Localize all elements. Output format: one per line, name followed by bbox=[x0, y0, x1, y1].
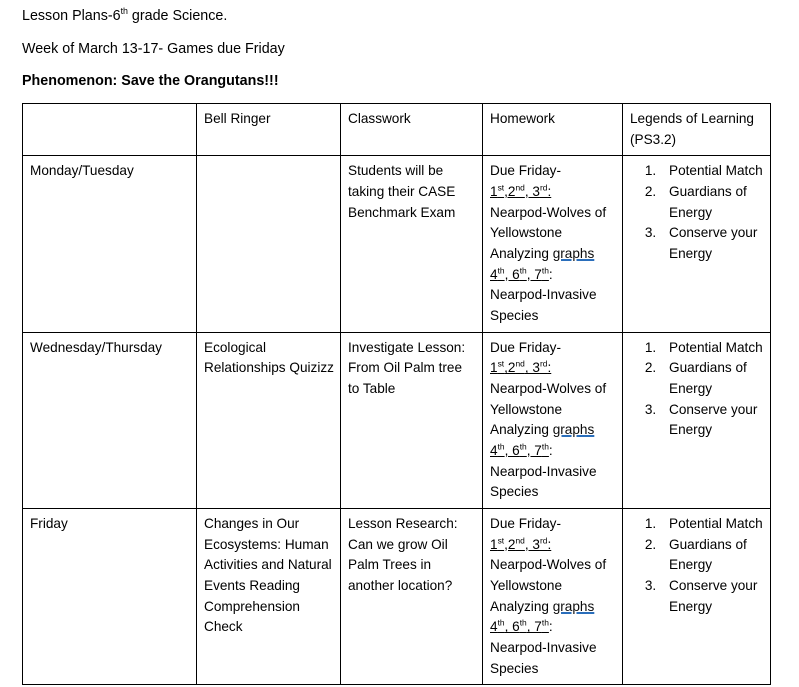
list-item[interactable]: 2. Guardians of Energy bbox=[660, 358, 764, 399]
period-group-1-colon: : bbox=[547, 360, 552, 376]
document-header bbox=[0, 0, 799, 92]
period-1-sup: st bbox=[497, 535, 505, 546]
graphs-link[interactable]: graphs bbox=[552, 422, 595, 438]
period-6: , 6 bbox=[504, 443, 520, 458]
cell-homework bbox=[483, 332, 623, 508]
cell-day bbox=[23, 156, 197, 332]
cell-legends bbox=[623, 332, 771, 508]
homework-due-line: Due Friday- bbox=[490, 339, 562, 355]
period-3: , 3 bbox=[524, 360, 540, 376]
period-2: ,2 bbox=[504, 536, 516, 552]
legends-list bbox=[630, 514, 764, 617]
period-1: 1 bbox=[490, 360, 498, 376]
period-group-1-colon: : bbox=[547, 536, 552, 552]
day-label: Wednesday/Thursday bbox=[30, 339, 162, 355]
period-7: , 7 bbox=[526, 266, 542, 282]
period-4-sup: th bbox=[497, 617, 505, 628]
period-6-sup: th bbox=[519, 265, 527, 276]
homework-periods-group-1 bbox=[490, 535, 616, 556]
table-header-row bbox=[23, 104, 771, 156]
period-4-sup: th bbox=[497, 265, 505, 276]
title-line-week: Week of March 13-17- Games due Friday bbox=[22, 40, 285, 57]
period-2-sup: nd bbox=[515, 182, 525, 193]
period-2-sup: nd bbox=[515, 535, 525, 546]
homework-nearpod-invasive: Nearpod-Invasive Species bbox=[490, 463, 597, 500]
table-row bbox=[23, 156, 771, 332]
period-7: , 7 bbox=[526, 443, 542, 458]
list-item[interactable]: 1. Potential Match bbox=[660, 338, 764, 359]
header-bell-ringer: Bell Ringer bbox=[197, 104, 341, 156]
bell-ringer-text: Changes in Our Ecosystems: Human Activities and Natural Events Reading Comprehension Check bbox=[204, 515, 336, 635]
header-classwork: Classwork bbox=[341, 104, 483, 156]
lesson-plan-table bbox=[22, 103, 771, 685]
title-line-phenomenon: Phenomenon: Save the Orangutans!!! bbox=[22, 73, 279, 90]
homework-periods-group-2 bbox=[490, 617, 616, 638]
homework-periods-group-1 bbox=[490, 358, 616, 379]
nearpod-wolves-text: Nearpod-Wolves of Yellowstone Analyzing bbox=[490, 204, 607, 262]
period-6: , 6 bbox=[504, 619, 520, 635]
table-row bbox=[23, 332, 771, 508]
graphs-link[interactable]: graphs bbox=[552, 246, 595, 262]
period-2: ,2 bbox=[504, 184, 516, 200]
title-ordinal-suffix: th bbox=[120, 6, 128, 17]
cell-bell-ringer bbox=[197, 156, 341, 332]
period-7-sup: th bbox=[541, 617, 549, 628]
title-prefix: Lesson Plans-6 bbox=[22, 8, 121, 24]
day-label: Friday bbox=[30, 515, 68, 531]
period-3-sup: rd bbox=[539, 358, 548, 369]
cell-classwork bbox=[341, 508, 483, 684]
homework-periods-group-2 bbox=[490, 265, 616, 286]
period-1-sup: st bbox=[497, 182, 505, 193]
cell-homework bbox=[483, 508, 623, 684]
cell-classwork bbox=[341, 156, 483, 332]
list-item[interactable]: 3. Conserve your Energy bbox=[660, 576, 764, 617]
period-4: 4 bbox=[490, 443, 498, 458]
day-label: Monday/Tuesday bbox=[30, 163, 134, 179]
period-3-sup: rd bbox=[539, 182, 548, 193]
cell-day bbox=[23, 332, 197, 508]
period-4: 4 bbox=[490, 619, 498, 635]
title-suffix: grade Science. bbox=[127, 8, 228, 24]
period-7-sup: th bbox=[541, 441, 549, 452]
period-7: , 7 bbox=[526, 619, 542, 635]
cell-homework bbox=[483, 156, 623, 332]
period-2: ,2 bbox=[504, 360, 516, 376]
list-item[interactable]: 1. Potential Match bbox=[660, 514, 764, 535]
period-1: 1 bbox=[490, 536, 498, 552]
classwork-text: Lesson Research: Can we grow Oil Palm Trees in another location? bbox=[348, 515, 462, 593]
classwork-text: Students will be taking their CASE Benchmark Exam bbox=[348, 163, 460, 220]
homework-due-line: Due Friday- bbox=[490, 163, 562, 179]
period-group-2-colon: : bbox=[548, 443, 553, 458]
header-homework: Homework bbox=[483, 104, 623, 156]
period-3-sup: rd bbox=[539, 535, 548, 546]
period-3: , 3 bbox=[524, 536, 540, 552]
period-1: 1 bbox=[490, 184, 498, 200]
header-day bbox=[23, 104, 197, 156]
period-6-sup: th bbox=[519, 441, 527, 452]
list-item[interactable]: 1. Potential Match bbox=[660, 161, 764, 182]
cell-classwork bbox=[341, 332, 483, 508]
period-1-sup: st bbox=[497, 358, 505, 369]
cell-day bbox=[23, 508, 197, 684]
period-4-sup: th bbox=[497, 441, 505, 452]
list-item[interactable]: 2. Guardians of Energy bbox=[660, 182, 764, 223]
homework-nearpod-invasive: Nearpod-Invasive Species bbox=[490, 639, 597, 676]
homework-nearpod-invasive: Nearpod-Invasive Species bbox=[490, 287, 597, 324]
title-line-grade bbox=[22, 6, 799, 27]
period-6-sup: th bbox=[519, 617, 527, 628]
period-group-1-colon: : bbox=[547, 184, 552, 200]
homework-periods-group-2 bbox=[490, 441, 616, 462]
list-item[interactable]: 3. Conserve your Energy bbox=[660, 400, 764, 441]
cell-bell-ringer bbox=[197, 332, 341, 508]
bell-ringer-text: Ecological Relationships Quizizz bbox=[204, 339, 334, 376]
cell-legends bbox=[623, 508, 771, 684]
table-row bbox=[23, 508, 771, 684]
cell-legends bbox=[623, 156, 771, 332]
period-7-sup: th bbox=[541, 265, 549, 276]
classwork-text: Investigate Lesson: From Oil Palm tree to Table bbox=[348, 339, 469, 397]
period-4: 4 bbox=[490, 266, 498, 282]
nearpod-wolves-text: Nearpod-Wolves of Yellowstone Analyzing bbox=[490, 557, 607, 614]
header-legends-of-learning: Legends of Learning (PS3.2) bbox=[623, 104, 771, 156]
nearpod-wolves-text: Nearpod-Wolves of Yellowstone Analyzing bbox=[490, 381, 607, 438]
period-6: , 6 bbox=[504, 266, 520, 282]
cell-bell-ringer bbox=[197, 508, 341, 684]
legends-list bbox=[630, 161, 764, 264]
legends-list bbox=[630, 338, 764, 441]
homework-nearpod-wolves bbox=[490, 379, 616, 441]
period-group-2-colon: : bbox=[548, 619, 553, 635]
list-item[interactable]: 2. Guardians of Energy bbox=[660, 535, 764, 576]
homework-periods-group-1 bbox=[490, 182, 616, 203]
period-3: , 3 bbox=[524, 184, 540, 200]
period-2-sup: nd bbox=[515, 358, 525, 369]
list-item[interactable]: 3. Conserve your Energy bbox=[660, 223, 764, 264]
homework-nearpod-wolves bbox=[490, 555, 616, 617]
homework-due-line: Due Friday- bbox=[490, 515, 562, 531]
graphs-link[interactable]: graphs bbox=[552, 598, 595, 614]
homework-nearpod-wolves bbox=[490, 203, 616, 265]
period-group-2-colon: : bbox=[548, 266, 553, 282]
